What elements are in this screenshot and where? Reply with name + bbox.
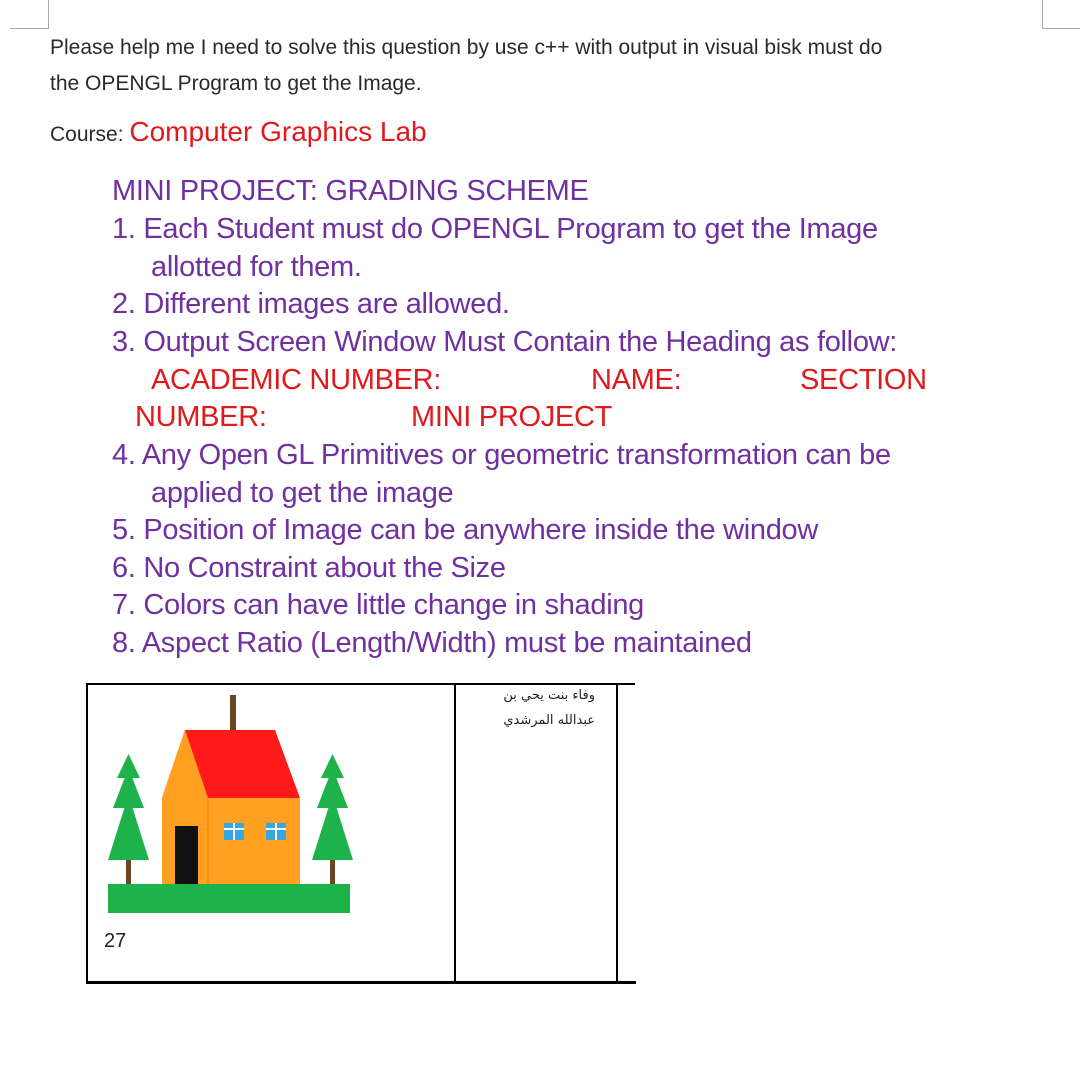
scheme-item-3: 3. Output Screen Window Must Contain the Heading as follow: <box>112 326 898 358</box>
grass <box>108 884 350 913</box>
scheme-item-4: 4. Any Open GL Primitives or geometric transformation can be <box>112 439 891 471</box>
scheme-item-8: 8. Aspect Ratio (Length/Width) must be maintained <box>112 627 752 659</box>
tree-left <box>108 754 149 887</box>
question-line-1: Please help me I need to solve this question by use c++ with output in visual bisk must do <box>50 36 883 59</box>
heading-section: SECTION <box>800 364 927 396</box>
student-name-line-2: عبدالله المرشدي <box>503 713 595 728</box>
heading-mini-project: MINI PROJECT <box>411 401 613 433</box>
scheme-item-5: 5. Position of Image can be anywhere inside the window <box>112 514 819 546</box>
scheme-item-1-cont: allotted for them. <box>151 251 362 283</box>
scheme-heading: MINI PROJECT: GRADING SCHEME <box>112 175 589 207</box>
question-line-2: the OPENGL Program to get the Image. <box>50 72 422 95</box>
student-name-line-1: وفاء بنت يحي بن <box>503 688 595 703</box>
scheme-item-4-cont: applied to get the image <box>151 477 454 509</box>
scheme-item-1: 1. Each Student must do OPENGL Program to get the Image <box>112 213 878 245</box>
tree-left-tier <box>108 795 149 860</box>
heading-name: NAME: <box>591 364 682 396</box>
scheme-item-2: 2. Different images are allowed. <box>112 288 510 320</box>
tree-left-trunk <box>126 860 131 887</box>
scheme-item-7: 7. Colors can have little change in shading <box>112 589 644 621</box>
tree-right-trunk <box>330 860 335 887</box>
heading-academic-number: ACADEMIC NUMBER: <box>151 364 442 396</box>
scheme-item-6: 6. No Constraint about the Size <box>112 552 506 584</box>
house-door <box>175 826 198 886</box>
tree-right-tier <box>312 795 353 860</box>
course-name: Computer Graphics Lab <box>129 116 427 147</box>
tree-right <box>312 754 353 887</box>
heading-number: NUMBER: <box>135 401 267 433</box>
chimney <box>230 695 236 731</box>
course-label: Course: <box>50 123 130 146</box>
student-number: 27 <box>104 930 127 952</box>
